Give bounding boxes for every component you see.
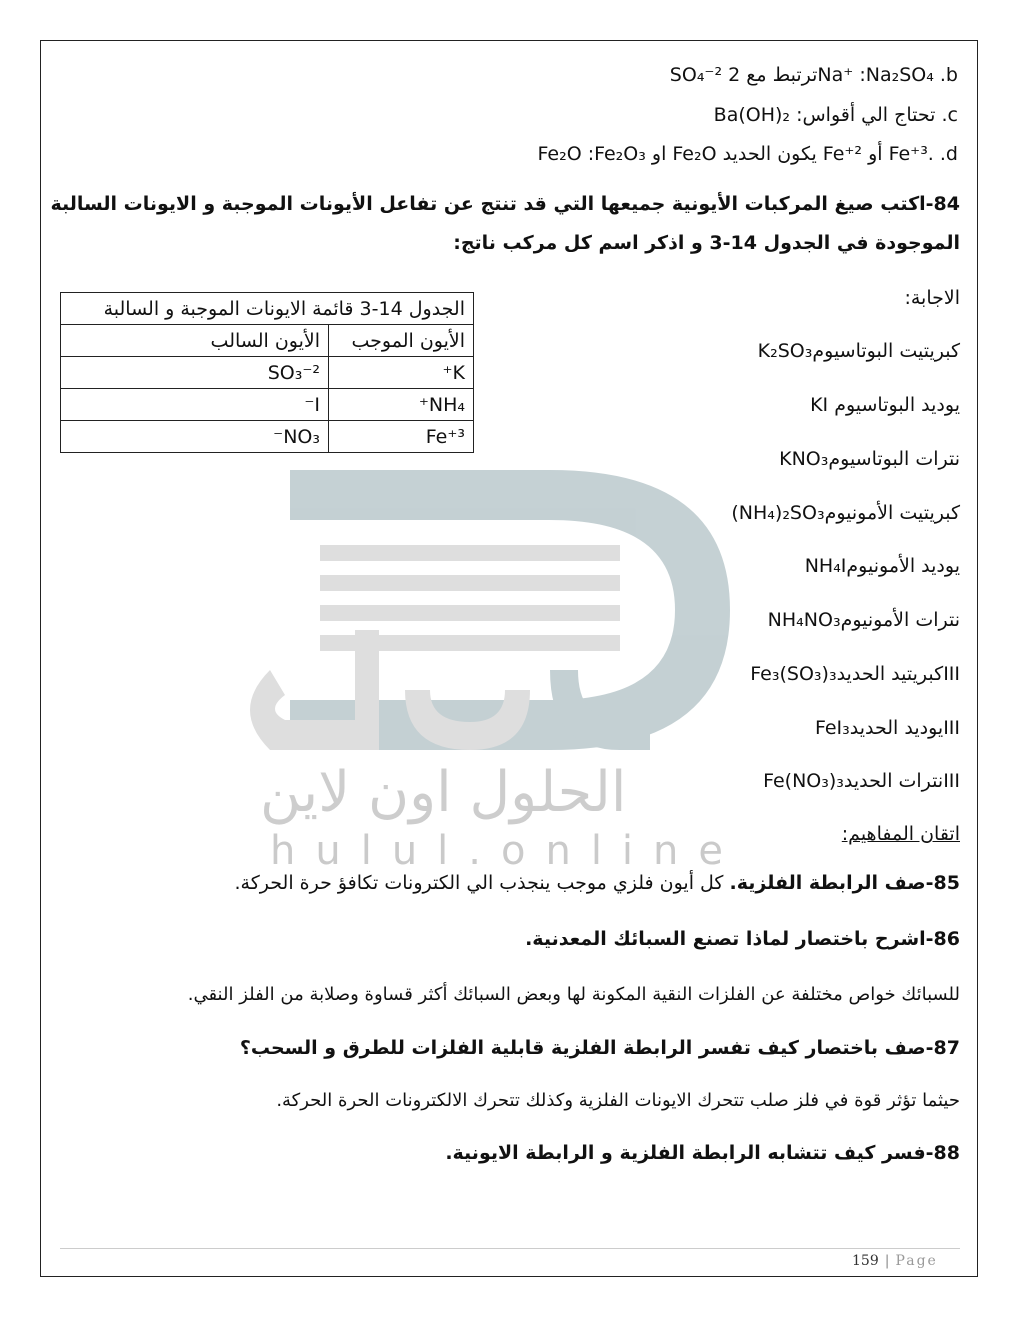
cation-cell: Fe⁺³ bbox=[329, 421, 474, 453]
header-anion: الأيون السالب bbox=[61, 325, 329, 357]
answer-label: الاجابة: bbox=[904, 287, 960, 309]
watermark-latin-text: hulul.online bbox=[270, 828, 744, 874]
table-row bbox=[61, 357, 474, 389]
compound-item: KI يوديد البوتاسيوم bbox=[810, 394, 960, 416]
page-number: 159 bbox=[852, 1253, 879, 1269]
watermark-arabic-text: الحلول اون لاين bbox=[260, 760, 627, 825]
answer-86: للسبائك خواص مختلفة عن الفلزات النقية المكونة لها وبعض السبائك أكثر قساوة وصلابة من الفلز النقي. bbox=[187, 984, 960, 1005]
question-88: 88-فسر كيف تتشابه الرابطة الفلزية و الرابطة الايونية. bbox=[445, 1142, 960, 1164]
page-word: Page bbox=[895, 1253, 938, 1269]
compound-item: Fe₃(SO₃)₃كبريتيد الحديدIII bbox=[750, 663, 960, 685]
question-86: 86-اشرح باختصار لماذا تصنع السبائك المعدنية. bbox=[525, 928, 960, 950]
question-87: 87-صف باختصار كيف تفسر الرابطة الفلزية قابلية الفلزات للطرق و السحب؟ bbox=[239, 1037, 960, 1059]
question-85 bbox=[235, 872, 960, 894]
answer-line-c: Ba(OH)₂ :تحتاج الي أقواس .c bbox=[713, 104, 958, 126]
answer-87: حيثما تؤثر قوة في فلز صلب تتحرك الايونات الفلزية وكذلك تتحرك الالكترونات الحرة الحركة. bbox=[276, 1090, 960, 1111]
compound-item: K₂SO₃كبريتيت البوتاسيوم bbox=[757, 340, 960, 362]
compound-item: NH₄NO₃نترات الأمونيوم bbox=[767, 609, 960, 631]
anion-cell: SO₃⁻² bbox=[61, 357, 329, 389]
page-footer bbox=[852, 1253, 938, 1269]
cation-cell: NH₄⁺ bbox=[329, 389, 474, 421]
anion-cell: NO₃⁻ bbox=[61, 421, 329, 453]
question-84-line1: 84-اكتب صيغ المركبات الأيونية جميعها التي قد تنتج عن تفاعل الأيونات الموجبة و الايونات السالبة bbox=[50, 193, 960, 215]
question-85-text: 85-صف الرابطة الفلزية. bbox=[729, 872, 960, 894]
answer-line-b: SO₄⁻² ترتبط مع 2Na⁺ :Na₂SO₄ .b bbox=[669, 64, 958, 86]
table-row bbox=[61, 389, 474, 421]
mastery-heading: اتقان المفاهيم: bbox=[841, 823, 960, 845]
question-84-line2: الموجودة في الجدول 14-3 و اذكر اسم كل مركب ناتج: bbox=[453, 232, 960, 254]
anion-cell: I⁻ bbox=[61, 389, 329, 421]
footer-divider bbox=[60, 1248, 960, 1249]
hulul-logo-icon bbox=[230, 470, 750, 890]
header-cation: الأيون الموجب bbox=[329, 325, 474, 357]
compound-item: Fe(NO₃)₃نترات الحديدIII bbox=[763, 770, 960, 792]
table-title: الجدول 14-3 قائمة الايونات الموجبة و السالبة bbox=[61, 293, 474, 325]
compound-item: NH₄Iيوديد الأمونيوم bbox=[804, 555, 960, 577]
hulul-watermark bbox=[230, 470, 750, 890]
compound-item: FeI₃يوديد الحديدIII bbox=[814, 717, 960, 739]
compound-item: (NH₄)₂SO₃كبريتيت الأمونيوم bbox=[731, 502, 960, 524]
compound-item: KNO₃نترات البوتاسيوم bbox=[779, 448, 960, 470]
answer-85-text: كل أيون فلزي موجب ينجذب الي الكترونات تكافؤ حرة الحركة. bbox=[234, 872, 730, 894]
cation-cell: K⁺ bbox=[329, 357, 474, 389]
ions-table bbox=[60, 292, 474, 453]
table-row bbox=[61, 421, 474, 453]
answer-line-d: Fe₂O :Fe₂O₃ او Fe₂O يكون الحديد Fe⁺² أو Fe⁺³. .d bbox=[537, 143, 958, 165]
footer-separator: | bbox=[884, 1253, 890, 1269]
